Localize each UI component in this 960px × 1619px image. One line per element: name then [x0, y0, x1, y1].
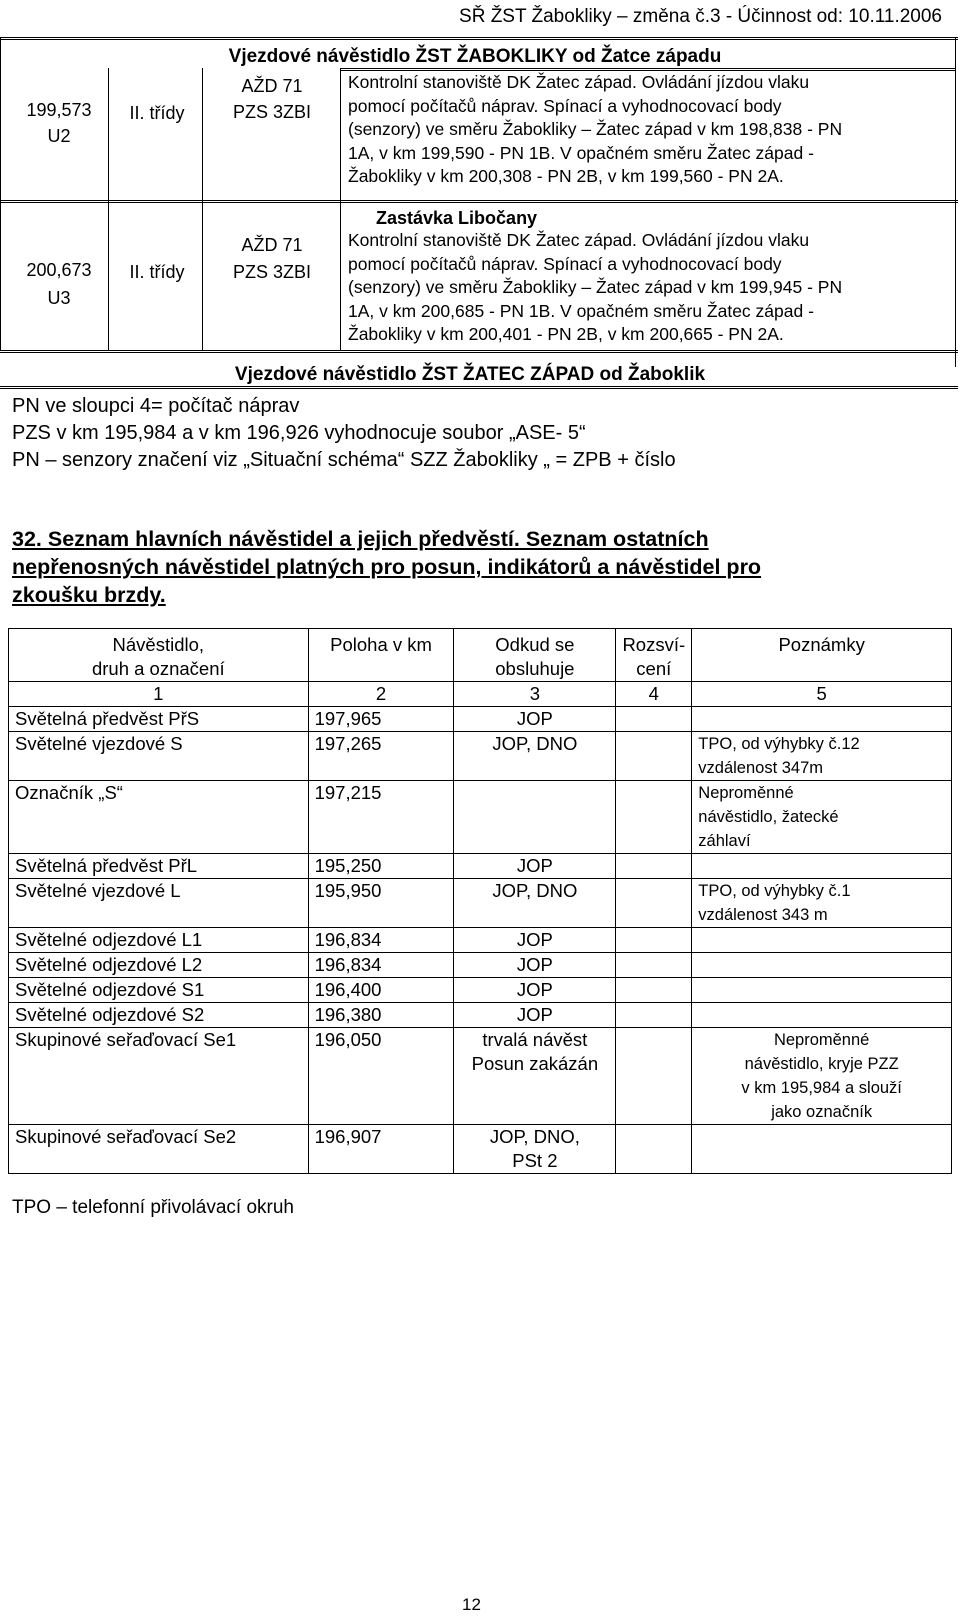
- signal-note: TPO, od výhybky č.1 vzdálenost 343 m: [692, 879, 952, 928]
- row-border: [0, 200, 958, 203]
- divider: [340, 200, 341, 350]
- divider: [0, 37, 1, 203]
- signal-lighting: [616, 732, 692, 781]
- footnote: TPO – telefonní přivolávací okruh: [12, 1197, 294, 1218]
- table-border: [0, 37, 958, 40]
- divider: [340, 68, 341, 203]
- signal-name: Označník „S“: [9, 781, 309, 854]
- signal-control: JOP, DNO: [454, 879, 616, 928]
- column-header: Poloha v km: [308, 629, 454, 682]
- column-header: Návěstidlo, druh a označení: [9, 629, 309, 682]
- divider: [0, 200, 1, 350]
- crossing-description: [348, 71, 948, 189]
- signal-km: 197,215: [308, 781, 454, 854]
- signal-km: 197,965: [308, 707, 454, 732]
- column-number: 3: [454, 682, 616, 707]
- page-number: 12: [462, 1595, 481, 1614]
- signal-km: 196,400: [308, 978, 454, 1003]
- description-line: pomocí počítačů náprav. Spínací a vyhodnocovací body: [348, 95, 782, 116]
- signal-control: JOP: [454, 978, 616, 1003]
- stop-title: Zastávka Libočany: [376, 208, 538, 228]
- note-line: PN ve sloupci 4= počítač náprav: [12, 395, 300, 417]
- section-title: Vjezdové návěstidlo ŽST ŽATEC ZÁPAD od Žaboklik: [234, 364, 706, 385]
- signal-note: [692, 953, 952, 978]
- signal-note: [692, 1003, 952, 1028]
- equipment-type: AŽD 71: [241, 76, 303, 96]
- heading-line: 32. Seznam hlavních návěstidel a jejich předvěstí. Seznam ostatních: [12, 527, 709, 551]
- equipment-code: PZS 3ZBI: [232, 262, 312, 282]
- description-line: Kontrolní stanoviště DK Žatec západ. Ovládání jízdou vlaku: [348, 230, 810, 250]
- heading-line: nepřenosných návěstidel platných pro posun, indikátorů a návěstidel pro: [12, 555, 762, 579]
- signal-note: [692, 928, 952, 953]
- signal-lighting: [616, 707, 692, 732]
- signal-km: 196,380: [308, 1003, 454, 1028]
- column-number: 2: [308, 682, 454, 707]
- signals-table: [8, 628, 952, 1174]
- signal-name: Světelné vjezdové L: [9, 879, 309, 928]
- signal-control: JOP: [454, 928, 616, 953]
- table-row: [9, 854, 952, 879]
- signal-name: Světelné odjezdové S2: [9, 1003, 309, 1028]
- table-row: [9, 879, 952, 928]
- signal-lighting: [616, 1003, 692, 1028]
- table-row: [9, 707, 952, 732]
- description-line: 1A, v km 200,685 - PN 1B. V opačném směru Žatec západ -: [348, 300, 814, 321]
- page-header: SŘ ŽST Žabokliky – změna č.3 - Účinnost od: 10.11.2006: [459, 6, 942, 27]
- column-number: 5: [692, 682, 952, 707]
- table-row: [9, 732, 952, 781]
- signal-control: JOP: [454, 707, 616, 732]
- signal-name: Skupinové seřaďovací Se1: [9, 1028, 309, 1125]
- signal-km: 197,265: [308, 732, 454, 781]
- heading-line: zkoušku brzdy.: [12, 583, 166, 607]
- signal-note: [692, 978, 952, 1003]
- note-line: PN – senzory značení viz „Situační schéma“ SZZ Žabokliky „ = ZPB + číslo: [12, 449, 676, 471]
- signal-note: Neproměnné návěstidlo, kryje PZZ v km 195,984 a slouží jako označník: [692, 1028, 952, 1125]
- column-header: Odkud se obsluhuje: [454, 629, 616, 682]
- signal-lighting: [616, 1125, 692, 1174]
- signal-lighting: [616, 781, 692, 854]
- description-line: (senzory) ve směru Žabokliky – Žatec západ v km 199,945 - PN: [348, 277, 843, 297]
- km-value: 200,673: [26, 260, 92, 280]
- table-row: [9, 1028, 952, 1125]
- crossing-class: II. třídy: [129, 103, 185, 123]
- table-row: [9, 953, 952, 978]
- divider: [202, 68, 203, 203]
- signal-km: 195,950: [308, 879, 454, 928]
- signal-lighting: [616, 1028, 692, 1125]
- signal-name: Světelná předvěst PřL: [9, 854, 309, 879]
- table-row: [9, 1125, 952, 1174]
- note-line: PZS v km 195,984 a v km 196,926 vyhodnocuje soubor „ASE- 5“: [12, 422, 586, 444]
- column-number: 4: [616, 682, 692, 707]
- signal-lighting: [616, 953, 692, 978]
- table-row: [9, 1003, 952, 1028]
- signal-control: JOP: [454, 1003, 616, 1028]
- column-number: 1: [9, 682, 309, 707]
- signal-name: Světelné odjezdové L1: [9, 928, 309, 953]
- crossing-class: II. třídy: [129, 262, 185, 282]
- signal-note: [692, 707, 952, 732]
- notes: [12, 393, 676, 474]
- divider: [108, 68, 109, 203]
- signal-note: [692, 1125, 952, 1174]
- signal-note: TPO, od výhybky č.12 vzdálenost 347m: [692, 732, 952, 781]
- description-line: (senzory) ve směru Žabokliky – Žatec západ v km 198,838 - PN: [348, 119, 843, 139]
- signal-km: 196,834: [308, 953, 454, 978]
- divider: [108, 200, 109, 350]
- description-line: pomocí počítačů náprav. Spínací a vyhodnocovací body: [348, 253, 782, 274]
- description-line: Kontrolní stanoviště DK Žatec západ. Ovládání jízdou vlaku: [348, 72, 810, 92]
- crossing-description: [348, 229, 948, 347]
- signal-control: JOP, DNO: [454, 732, 616, 781]
- signal-lighting: [616, 928, 692, 953]
- description-line: Žabokliky v km 200,401 - PN 2B, v km 200,665 - PN 2A.: [348, 324, 784, 344]
- signal-name: Skupinové seřaďovací Se2: [9, 1125, 309, 1174]
- table-row: [9, 928, 952, 953]
- equipment-code: PZS 3ZBI: [232, 102, 312, 122]
- signal-km: 196,834: [308, 928, 454, 953]
- signal-name: Světelná předvěst PřS: [9, 707, 309, 732]
- column-header: Poznámky: [692, 629, 952, 682]
- signal-control: JOP: [454, 854, 616, 879]
- signal-name: Světelné vjezdové S: [9, 732, 309, 781]
- km-value: 199,573: [26, 100, 92, 120]
- signal-note: Neproměnné návěstidlo, žatecké záhlaví: [692, 781, 952, 854]
- signal-control: JOP: [454, 953, 616, 978]
- table-row: [9, 978, 952, 1003]
- signal-km: 195,250: [308, 854, 454, 879]
- signal-lighting: [616, 854, 692, 879]
- signal-km: 196,050: [308, 1028, 454, 1125]
- equipment-type: AŽD 71: [241, 235, 303, 255]
- description-line: Žabokliky v km 200,308 - PN 2B, v km 199,560 - PN 2A.: [348, 166, 784, 186]
- signal-lighting: [616, 879, 692, 928]
- crossing-id: U3: [47, 288, 71, 308]
- signal-control: trvalá návěst Posun zakázán: [454, 1028, 616, 1125]
- signal-control: [454, 781, 616, 854]
- table-row: [9, 781, 952, 854]
- table-header-row: [9, 629, 952, 682]
- row-border: [0, 350, 958, 353]
- column-header: Rozsví- cení: [616, 629, 692, 682]
- signal-note: [692, 854, 952, 879]
- signal-lighting: [616, 978, 692, 1003]
- description-line: 1A, v km 199,590 - PN 1B. V opačném směru Žatec západ -: [348, 142, 814, 163]
- crossing-id: U2: [47, 126, 71, 146]
- column-number-row: [9, 682, 952, 707]
- signal-name: Světelné odjezdové S1: [9, 978, 309, 1003]
- signal-control: JOP, DNO, PSt 2: [454, 1125, 616, 1174]
- section-heading: [12, 525, 892, 609]
- signal-name: Světelné odjezdové L2: [9, 953, 309, 978]
- table-border: [0, 386, 958, 389]
- section-title: Vjezdové návěstidlo ŽST ŽABOKLIKY od Žatce západu: [228, 46, 722, 67]
- signal-km: 196,907: [308, 1125, 454, 1174]
